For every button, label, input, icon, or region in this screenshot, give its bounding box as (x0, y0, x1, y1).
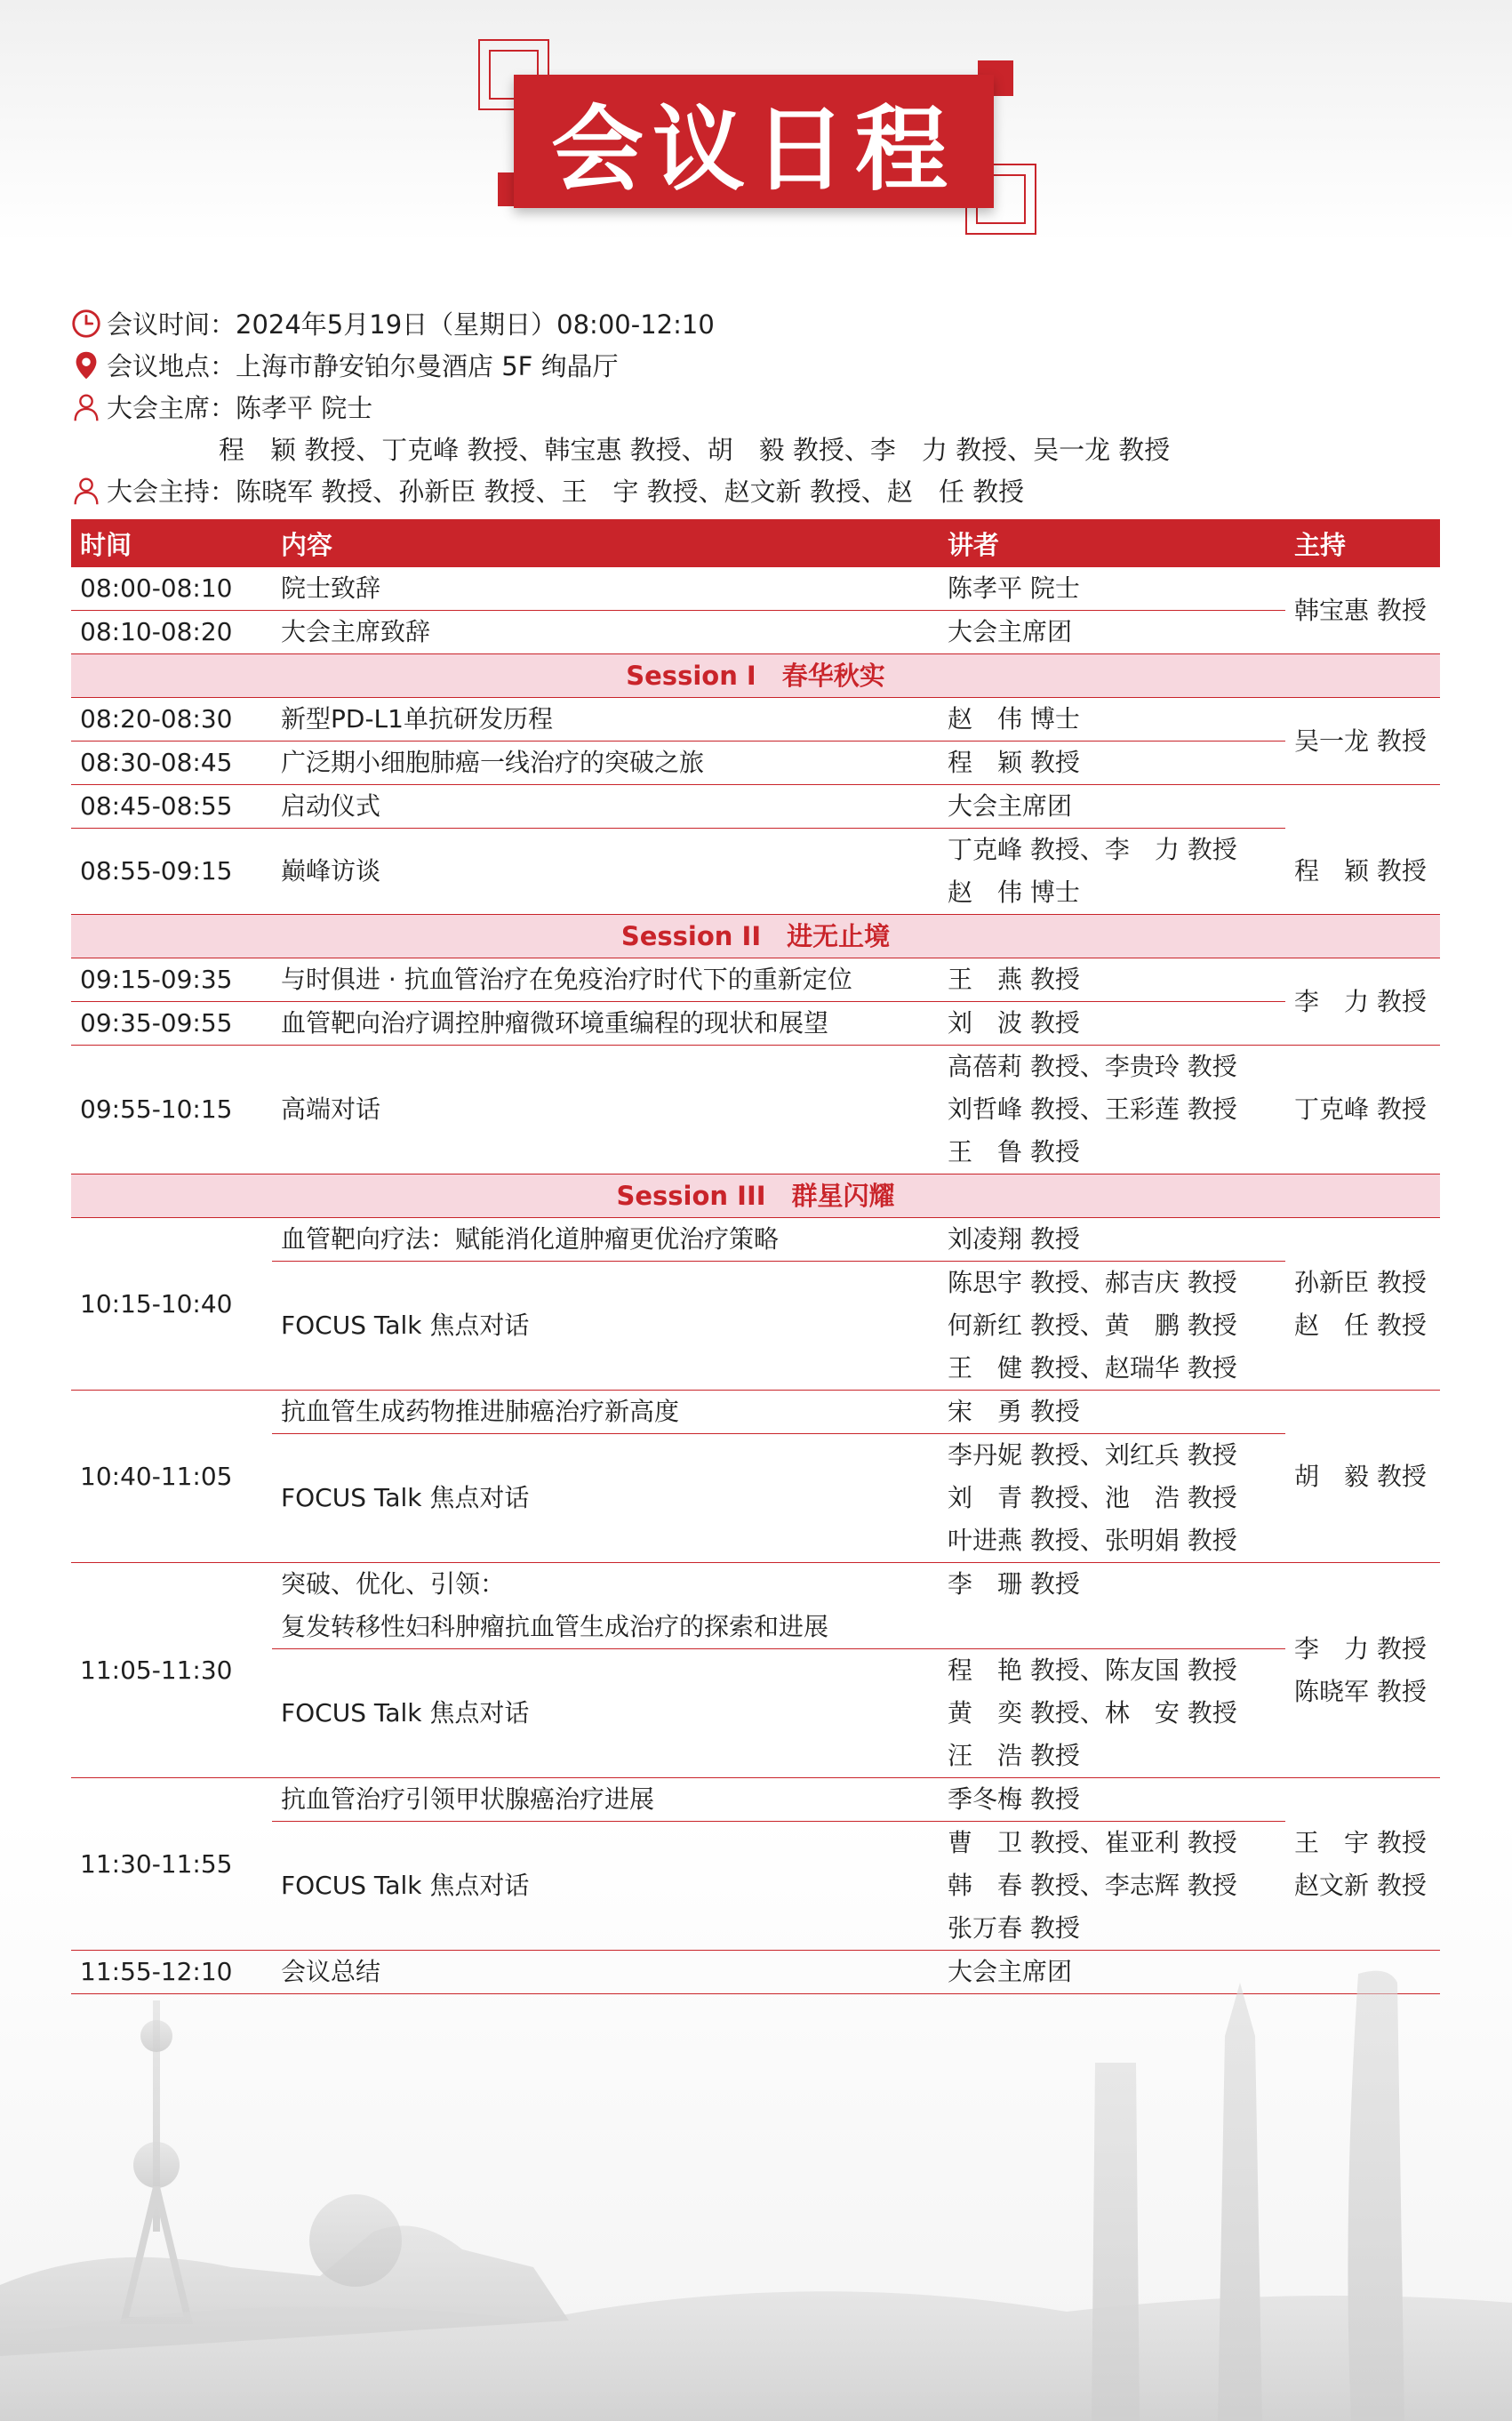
skyline-illustration (0, 1947, 1512, 2421)
title-box (514, 75, 994, 208)
host-line: 李 力 教授 (1294, 1633, 1427, 1663)
content-cell: 血管靶向治疗调控肿瘤微环境重编程的现状和展望 (272, 1002, 939, 1046)
session-row (71, 915, 1440, 958)
speaker-line: 韩 春 教授、李志辉 教授 (948, 1871, 1237, 1900)
host-cell (1285, 1563, 1440, 1778)
time-cell: 08:20-08:30 (71, 698, 272, 742)
session-row (71, 654, 1440, 698)
table-row (71, 1218, 1440, 1262)
speaker-line: 刘哲峰 教授、王彩莲 教授 (948, 1094, 1237, 1124)
info-host (69, 469, 1314, 511)
time-cell: 11:05-11:30 (71, 1563, 272, 1778)
session-title: Session I 春华秋实 (71, 654, 1440, 698)
speaker-line: 陈思宇 教授、郝吉庆 教授 (948, 1268, 1237, 1297)
host-line: 王 宇 教授 (1294, 1827, 1427, 1857)
speaker-cell: 陈孝平 院士 (939, 567, 1285, 611)
table-row (71, 1778, 1440, 1822)
info-venue-text: 会议地点：上海市静安铂尔曼酒店 5F 绚晶厅 (107, 351, 619, 381)
info-chair-cont (69, 428, 1314, 469)
speaker-line: 程 艳 教授、陈友国 教授 (948, 1655, 1237, 1685)
speaker-line: 刘 青 教授、池 浩 教授 (948, 1483, 1237, 1512)
host-cell: 吴一龙 教授 (1285, 698, 1440, 785)
content-cell: 启动仪式 (272, 785, 939, 829)
host-cell-empty (1285, 785, 1440, 829)
speaker-cell: 刘 波 教授 (939, 1002, 1285, 1046)
speaker-cell: 刘凌翔 教授 (939, 1218, 1285, 1262)
speaker-cell (939, 1262, 1285, 1391)
table-header (71, 519, 1440, 567)
table-row (71, 611, 1440, 654)
speaker-cell: 程 颖 教授 (939, 742, 1285, 785)
table-row (71, 785, 1440, 829)
clock-icon (69, 307, 103, 341)
host-cell: 胡 毅 教授 (1285, 1391, 1440, 1563)
time-cell: 11:55-12:10 (71, 1951, 272, 1994)
content-cell: 广泛期小细胞肺癌一线治疗的突破之旅 (272, 742, 939, 785)
speaker-cell: 宋 勇 教授 (939, 1391, 1285, 1434)
content-line: 复发转移性妇科肿瘤抗血管生成治疗的探索和进展 (281, 1612, 829, 1641)
table-row (71, 742, 1440, 785)
session-title: Session II 进无止境 (71, 915, 1440, 958)
header-content: 内容 (272, 519, 939, 567)
content-cell: 抗血管治疗引领甲状腺癌治疗进展 (272, 1778, 939, 1822)
page-title: 会议日程 (550, 95, 956, 204)
speaker-cell: 大会主席团 (939, 1951, 1285, 1994)
host-cell (1285, 1218, 1440, 1391)
info-time (69, 302, 1314, 344)
speaker-cell (939, 829, 1285, 915)
host-label: 大会主持： (107, 477, 236, 507)
speaker-cell: 大会主席团 (939, 611, 1285, 654)
header-time: 时间 (71, 519, 272, 567)
speaker-cell (939, 1822, 1285, 1951)
host-cell: 韩宝惠 教授 (1285, 567, 1440, 654)
table-row (71, 1434, 1440, 1563)
content-cell: FOCUS Talk 焦点对话 (272, 1262, 939, 1391)
speaker-line: 曹 卫 教授、崔亚利 教授 (948, 1828, 1237, 1857)
schedule-table (71, 519, 1440, 1994)
title-banner (471, 39, 1040, 240)
speaker-line: 赵 伟 博士 (948, 878, 1080, 907)
content-cell: FOCUS Talk 焦点对话 (272, 1434, 939, 1563)
table-row (71, 958, 1440, 1002)
table-row (71, 698, 1440, 742)
content-cell (272, 1563, 939, 1649)
host-cell: 程 颖 教授 (1285, 829, 1440, 915)
meeting-info (69, 302, 1314, 511)
content-cell: 血管靶向疗法：赋能消化道肿瘤更优治疗策略 (272, 1218, 939, 1262)
time-cell: 09:35-09:55 (71, 1002, 272, 1046)
content-cell: FOCUS Talk 焦点对话 (272, 1649, 939, 1778)
speaker-cell: 王 燕 教授 (939, 958, 1285, 1002)
person-icon (69, 390, 103, 424)
speaker-line: 张万春 教授 (948, 1913, 1080, 1943)
header-speaker: 讲者 (939, 519, 1285, 567)
table-row (71, 1046, 1440, 1174)
table-row (71, 567, 1440, 611)
content-cell: 抗血管生成药物推进肺癌治疗新高度 (272, 1391, 939, 1434)
chair-label: 大会主席： (107, 393, 236, 423)
table-row (71, 1649, 1440, 1778)
time-cell: 10:15-10:40 (71, 1218, 272, 1391)
host-cell: 李 力 教授 (1285, 958, 1440, 1046)
person-icon (69, 474, 103, 508)
table-row (71, 1391, 1440, 1434)
speaker-line: 李丹妮 教授、刘红兵 教授 (948, 1440, 1237, 1470)
speaker-line: 王 鲁 教授 (948, 1137, 1080, 1166)
content-cell: 高端对话 (272, 1046, 939, 1174)
speaker-line: 王 健 教授、赵瑞华 教授 (948, 1353, 1237, 1383)
host-line: 赵文新 教授 (1294, 1870, 1427, 1900)
location-pin-icon (69, 349, 103, 382)
speaker-cell: 季冬梅 教授 (939, 1778, 1285, 1822)
speaker-line: 何新红 教授、黄 鹏 教授 (948, 1311, 1237, 1340)
host-line: 孙新臣 教授 (1294, 1267, 1427, 1297)
content-cell: 院士致辞 (272, 567, 939, 611)
speaker-line: 黄 奕 教授、林 安 教授 (948, 1698, 1237, 1728)
content-cell: 与时俱进 · 抗血管治疗在免疫治疗时代下的重新定位 (272, 958, 939, 1002)
table-row (71, 1002, 1440, 1046)
info-chair (69, 386, 1314, 428)
speaker-line: 汪 浩 教授 (948, 1741, 1080, 1770)
time-cell: 08:55-09:15 (71, 829, 272, 915)
content-cell: FOCUS Talk 焦点对话 (272, 1822, 939, 1951)
info-time-text: 会议时间：2024年5月19日（星期日）08:00-12:10 (107, 309, 715, 340)
time-cell: 09:15-09:35 (71, 958, 272, 1002)
time-cell: 08:10-08:20 (71, 611, 272, 654)
host-line: 陈晓军 教授 (1294, 1676, 1427, 1706)
table-row (71, 1822, 1440, 1951)
time-cell: 08:30-08:45 (71, 742, 272, 785)
host-cell (1285, 1778, 1440, 1951)
session-row (71, 1174, 1440, 1218)
content-cell: 巅峰访谈 (272, 829, 939, 915)
content-cell: 新型PD-L1单抗研发历程 (272, 698, 939, 742)
chair-line2: 程 颖 教授、丁克峰 教授、韩宝惠 教授、胡 毅 教授、李 力 教授、吴一龙 教授 (219, 435, 1171, 465)
speaker-cell (939, 1046, 1285, 1174)
time-cell: 08:45-08:55 (71, 785, 272, 829)
time-cell: 11:30-11:55 (71, 1778, 272, 1951)
info-venue (69, 344, 1314, 386)
speaker-line: 高蓓莉 教授、李贵玲 教授 (948, 1052, 1237, 1081)
time-cell: 08:00-08:10 (71, 567, 272, 611)
table-row (71, 1563, 1440, 1649)
speaker-cell (939, 1434, 1285, 1563)
speaker-line: 叶进燕 教授、张明娟 教授 (948, 1526, 1237, 1555)
time-cell: 09:55-10:15 (71, 1046, 272, 1174)
speaker-line: 李 珊 教授 (948, 1569, 1080, 1599)
host-line: 赵 任 教授 (1294, 1310, 1427, 1340)
time-cell: 10:40-11:05 (71, 1391, 272, 1563)
chair-line1: 陈孝平 院士 (236, 393, 373, 423)
host-cell: 丁克峰 教授 (1285, 1046, 1440, 1174)
content-cell: 会议总结 (272, 1951, 939, 1994)
speaker-cell: 大会主席团 (939, 785, 1285, 829)
speaker-cell: 赵 伟 博士 (939, 698, 1285, 742)
table-row (71, 1262, 1440, 1391)
header-host: 主持 (1285, 519, 1440, 567)
speaker-cell (939, 1649, 1285, 1778)
content-cell: 大会主席致辞 (272, 611, 939, 654)
host-line: 陈晓军 教授、孙新臣 教授、王 宇 教授、赵文新 教授、赵 任 教授 (236, 477, 1025, 507)
speaker-cell (939, 1563, 1285, 1649)
session-title: Session III 群星闪耀 (71, 1174, 1440, 1218)
speaker-line: 丁克峰 教授、李 力 教授 (948, 835, 1237, 864)
table-row (71, 829, 1440, 915)
content-line: 突破、优化、引领： (281, 1569, 506, 1599)
